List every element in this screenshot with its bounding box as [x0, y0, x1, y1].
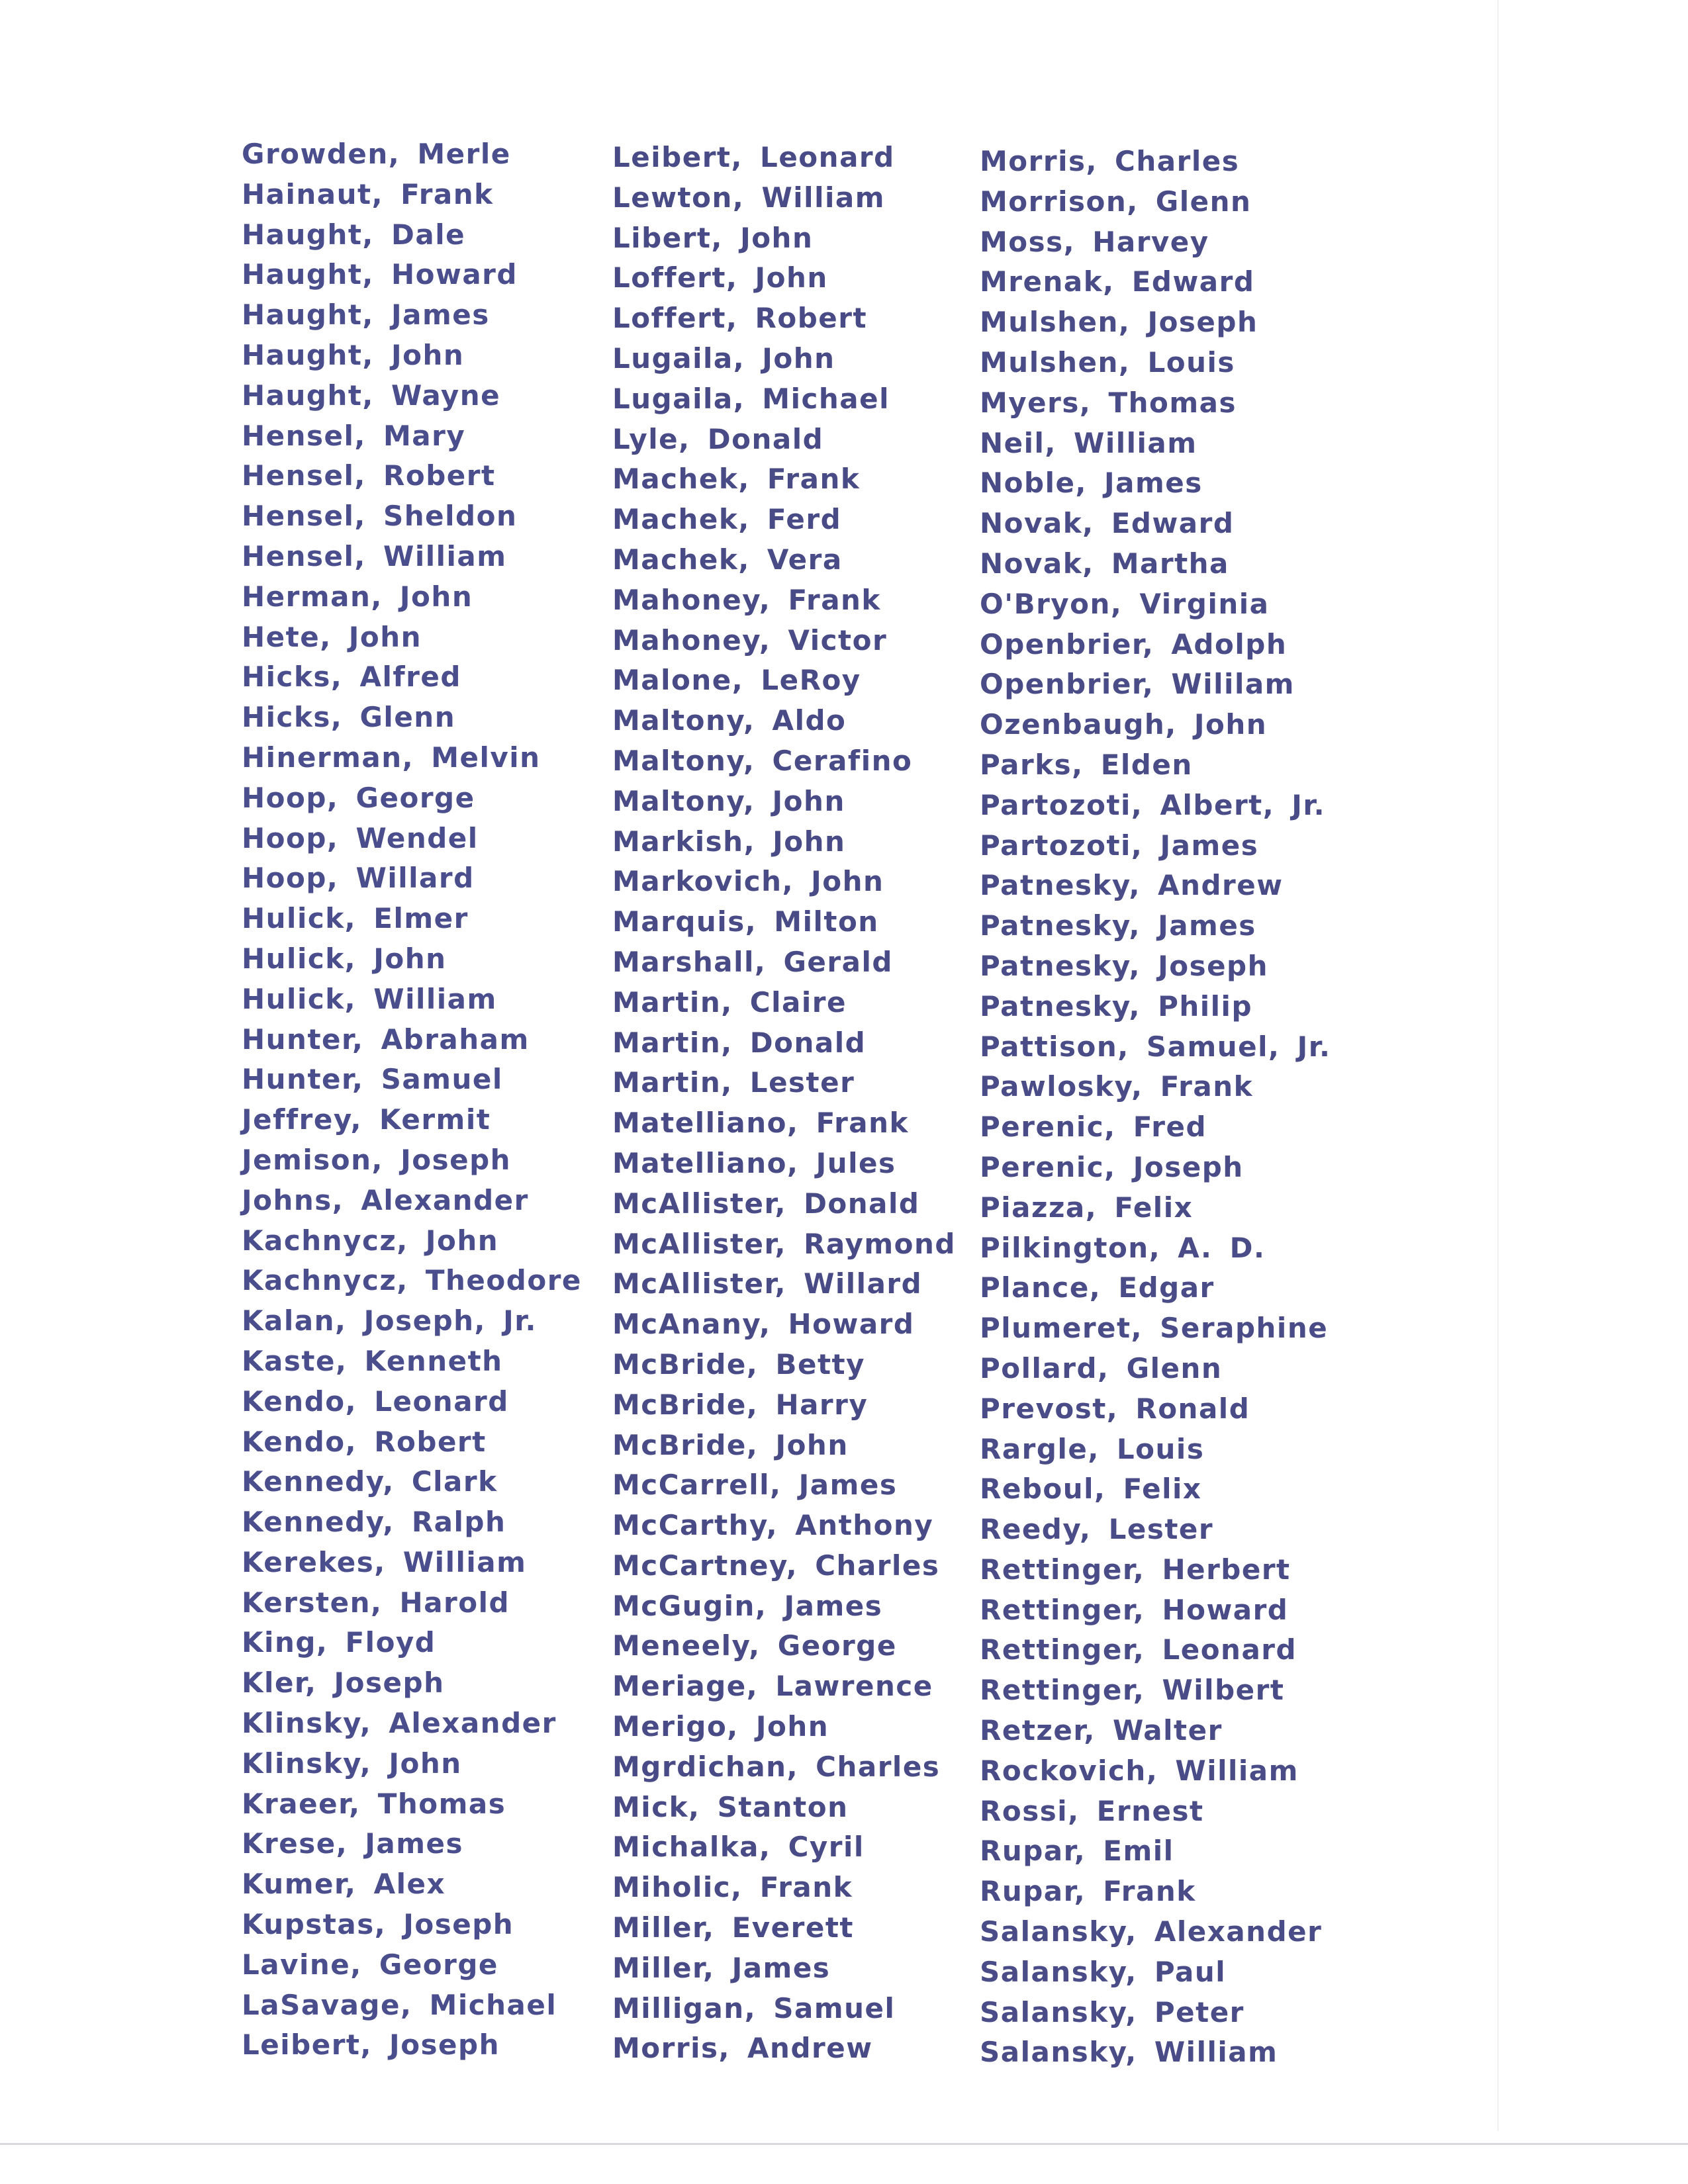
- name-entry: Krese, James: [242, 1827, 464, 1860]
- name-entry: Hoop, Wendel: [242, 821, 479, 854]
- name-entry: Merigo, John: [612, 1710, 829, 1743]
- name-entry: Openbrier, Wililam: [980, 668, 1295, 701]
- name-entry: Haught, Wayne: [242, 379, 501, 412]
- name-entry: Kumer, Alex: [242, 1868, 446, 1901]
- name-entry: Novak, Martha: [980, 547, 1229, 580]
- name-entry: Hulick, William: [242, 982, 497, 1015]
- name-entry: McGugin, James: [612, 1589, 883, 1622]
- name-entry: Hoop, George: [242, 781, 475, 814]
- name-entry: Kaste, Kenneth: [242, 1344, 503, 1377]
- name-entry: Moss, Harvey: [980, 225, 1209, 258]
- name-entry: Growden, Merle: [242, 138, 511, 170]
- name-entry: Leibert, Joseph: [242, 2028, 500, 2062]
- name-entry: Lugaila, John: [612, 341, 835, 375]
- name-entry: Hoop, Willard: [242, 862, 475, 895]
- name-entry: Hete, John: [242, 620, 422, 653]
- name-entry: Loffert, Robert: [612, 302, 868, 335]
- name-entry: Kachnycz, John: [242, 1224, 499, 1257]
- name-entry: Pilkington, A. D.: [980, 1231, 1266, 1264]
- name-entry: Hulick, Elmer: [242, 902, 469, 935]
- name-entry: Hensel, Mary: [242, 419, 466, 452]
- name-entry: Reboul, Felix: [980, 1473, 1202, 1506]
- scan-bottom-edge: [0, 2143, 1688, 2145]
- name-entry: Mgrdichan, Charles: [612, 1750, 941, 1783]
- name-entry: Lyle, Donald: [612, 422, 824, 455]
- name-entry: Klinsky, Alexander: [242, 1707, 557, 1740]
- name-entry: Salansky, Peter: [980, 1995, 1244, 2028]
- name-entry: Mick, Stanton: [612, 1790, 849, 1823]
- name-entry: Patnesky, Joseph: [980, 949, 1269, 982]
- name-entry: Markish, John: [612, 825, 846, 858]
- name-entry: Plance, Edgar: [980, 1271, 1215, 1304]
- name-entry: Ozenbaugh, John: [980, 708, 1268, 741]
- name-entry: Hainaut, Frank: [242, 177, 494, 210]
- name-entry: Marshall, Gerald: [612, 945, 893, 978]
- name-entry: Hicks, Alfred: [242, 660, 461, 694]
- name-entry: Miller, James: [612, 1951, 831, 1984]
- name-entry: McCarrell, James: [612, 1469, 898, 1502]
- name-entry: Michalka, Cyril: [612, 1831, 865, 1864]
- name-entry: Hensel, Robert: [242, 459, 496, 492]
- name-entry: McBride, Betty: [612, 1347, 865, 1381]
- name-entry: Hunter, Abraham: [242, 1023, 530, 1056]
- name-entry: Marquis, Milton: [612, 905, 879, 938]
- name-entry: Mrenak, Edward: [980, 265, 1255, 298]
- name-entry: McAllister, Raymond: [612, 1227, 956, 1260]
- name-entry: Kraeer, Thomas: [242, 1787, 506, 1820]
- name-entry: Mulshen, Louis: [980, 345, 1235, 379]
- name-entry: Mulshen, Joseph: [980, 306, 1258, 339]
- name-entry: Rockovich, William: [980, 1754, 1299, 1787]
- name-entry: Milligan, Samuel: [612, 1991, 896, 2025]
- name-entry: Salansky, Alexander: [980, 1915, 1323, 1948]
- name-entry: Hunter, Samuel: [242, 1063, 503, 1096]
- name-entry: Lavine, George: [242, 1948, 498, 1981]
- name-entry: Prevost, Ronald: [980, 1392, 1250, 1425]
- name-entry: Plumeret, Seraphine: [980, 1312, 1329, 1345]
- name-entry: Rupar, Frank: [980, 1875, 1196, 1908]
- name-entry: Pawlosky, Frank: [980, 1070, 1254, 1103]
- name-entry: Herman, John: [242, 580, 473, 613]
- name-entry: Hensel, William: [242, 539, 507, 572]
- name-entry: Loffert, John: [612, 261, 828, 295]
- name-entry: Reedy, Lester: [980, 1513, 1214, 1546]
- name-entry: Lewton, William: [612, 181, 885, 214]
- name-entry: Meneely, George: [612, 1629, 897, 1662]
- name-entry: Libert, John: [612, 221, 814, 254]
- name-entry: Kupstas, Joseph: [242, 1908, 514, 1941]
- name-entry: Patnesky, Andrew: [980, 869, 1284, 902]
- name-entry: Noble, James: [980, 467, 1203, 500]
- name-entry: O'Bryon, Virginia: [980, 587, 1270, 620]
- paper-edge: [1497, 0, 1499, 2131]
- name-entry: Martin, Lester: [612, 1066, 855, 1099]
- name-entry: Leibert, Leonard: [612, 141, 895, 173]
- name-entry: Machek, Frank: [612, 463, 861, 496]
- name-entry: Machek, Ferd: [612, 503, 842, 536]
- name-entry: Rupar, Emil: [980, 1835, 1174, 1868]
- name-entry: Morris, Charles: [980, 145, 1240, 177]
- name-entry: Kachnycz, Theodore: [242, 1264, 582, 1297]
- name-entry: Markovich, John: [612, 865, 884, 898]
- name-entry: Pattison, Samuel, Jr.: [980, 1030, 1331, 1063]
- name-entry: Mahoney, Frank: [612, 583, 881, 616]
- name-entry: Partozoti, James: [980, 829, 1259, 862]
- name-entry: Rettinger, Howard: [980, 1593, 1289, 1626]
- name-entry: Kennedy, Ralph: [242, 1506, 506, 1539]
- name-entry: Patnesky, James: [980, 909, 1256, 942]
- name-entry: Kendo, Leonard: [242, 1385, 509, 1418]
- name-entry: LaSavage, Michael: [242, 1988, 557, 2021]
- name-entry: Haught, Dale: [242, 218, 466, 251]
- name-entry: Mahoney, Victor: [612, 623, 888, 657]
- name-entry: Machek, Vera: [612, 543, 843, 576]
- name-entry: Matelliano, Frank: [612, 1107, 909, 1140]
- name-entry: Haught, Howard: [242, 258, 518, 291]
- name-entry: Kler, Joseph: [242, 1666, 445, 1700]
- name-entry: Morrison, Glenn: [980, 185, 1252, 218]
- name-entry: Kalan, Joseph, Jr.: [242, 1304, 537, 1338]
- name-entry: Rettinger, Leonard: [980, 1633, 1297, 1666]
- name-entry: Piazza, Felix: [980, 1191, 1194, 1224]
- name-entry: Kendo, Robert: [242, 1425, 487, 1458]
- name-entry: Novak, Edward: [980, 507, 1235, 540]
- name-entry: Rettinger, Herbert: [980, 1553, 1291, 1586]
- name-entry: Jemison, Joseph: [242, 1143, 512, 1176]
- name-column-2: [612, 138, 956, 2069]
- name-entry: Miller, Everett: [612, 1911, 854, 1944]
- name-entry: Jeffrey, Kermit: [242, 1103, 491, 1136]
- name-entry: Haught, James: [242, 298, 490, 332]
- name-entry: Maltony, John: [612, 784, 845, 817]
- name-entry: Martin, Donald: [612, 1026, 867, 1059]
- name-entry: Openbrier, Adolph: [980, 627, 1288, 660]
- name-entry: Malone, LeRoy: [612, 664, 861, 697]
- name-entry: King, Floyd: [242, 1626, 436, 1659]
- name-entry: McAllister, Willard: [612, 1267, 923, 1300]
- name-entry: Partozoti, Albert, Jr.: [980, 788, 1326, 821]
- name-entry: Morris, Andrew: [612, 2032, 873, 2065]
- name-entry: Miholic, Frank: [612, 1871, 853, 1904]
- name-entry: McCartney, Charles: [612, 1549, 940, 1582]
- name-entry: Perenic, Fred: [980, 1111, 1207, 1144]
- name-entry: Hensel, Sheldon: [242, 500, 518, 533]
- name-entry: Salansky, William: [980, 2036, 1278, 2069]
- name-entry: McAnany, Howard: [612, 1308, 915, 1341]
- name-column-3: [980, 142, 1331, 2073]
- name-entry: McAllister, Donald: [612, 1187, 920, 1220]
- name-entry: Rargle, Louis: [980, 1432, 1205, 1465]
- name-entry: McBride, John: [612, 1428, 849, 1461]
- name-entry: Myers, Thomas: [980, 386, 1237, 419]
- name-entry: Lugaila, Michael: [612, 382, 890, 415]
- name-entry: Maltony, Aldo: [612, 704, 847, 737]
- name-entry: Hulick, John: [242, 942, 447, 975]
- name-entry: Retzer, Walter: [980, 1714, 1223, 1747]
- name-entry: Parks, Elden: [980, 748, 1193, 781]
- name-entry: McCarthy, Anthony: [612, 1509, 934, 1542]
- name-entry: Neil, William: [980, 426, 1197, 459]
- name-column-1: [242, 134, 582, 2066]
- name-entry: Klinsky, John: [242, 1747, 462, 1780]
- name-entry: Haught, John: [242, 338, 465, 371]
- name-entry: Kerekes, William: [242, 1545, 527, 1578]
- name-entry: Salansky, Paul: [980, 1955, 1227, 1988]
- name-entry: Hicks, Glenn: [242, 701, 456, 734]
- name-entry: Matelliano, Jules: [612, 1146, 896, 1179]
- name-entry: Maltony, Cerafino: [612, 744, 913, 777]
- name-entry: Meriage, Lawrence: [612, 1670, 933, 1703]
- name-entry: Rettinger, Wilbert: [980, 1674, 1285, 1707]
- name-entry: Kennedy, Clark: [242, 1465, 498, 1498]
- name-entry: McBride, Harry: [612, 1388, 868, 1421]
- name-entry: Pollard, Glenn: [980, 1351, 1223, 1385]
- name-entry: Johns, Alexander: [242, 1183, 529, 1216]
- name-entry: Hinerman, Melvin: [242, 741, 541, 774]
- name-entry: Martin, Claire: [612, 985, 847, 1019]
- name-entry: Kersten, Harold: [242, 1586, 510, 1619]
- name-entry: Patnesky, Philip: [980, 989, 1253, 1023]
- name-entry: Perenic, Joseph: [980, 1150, 1244, 1183]
- name-entry: Rossi, Ernest: [980, 1794, 1204, 1827]
